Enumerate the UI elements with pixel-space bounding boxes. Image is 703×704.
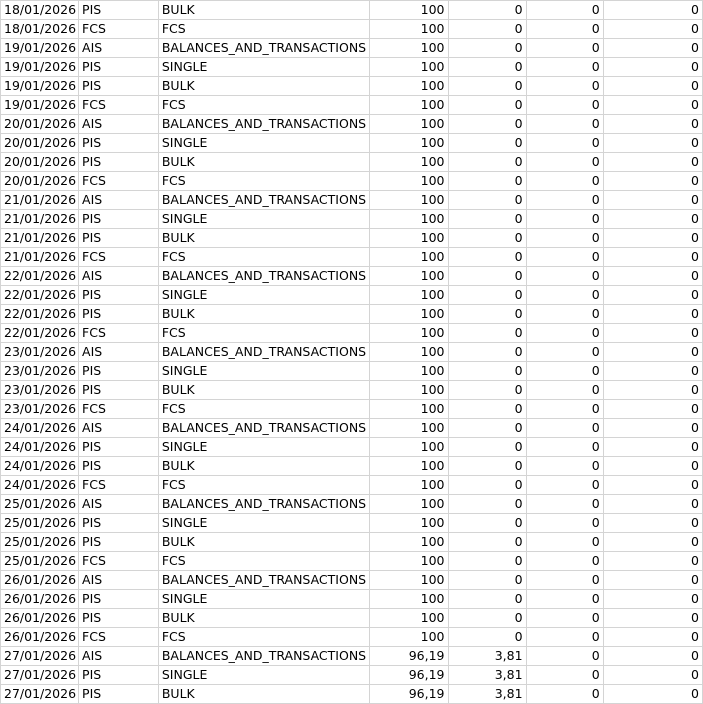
table-row: [1, 286, 703, 305]
value1-cell[interactable]: 100: [370, 343, 448, 362]
value2-cell[interactable]: 0: [448, 438, 526, 457]
service-cell[interactable]: FCS: [79, 96, 159, 115]
date-cell[interactable]: 24/01/2026: [1, 438, 79, 457]
value1-cell[interactable]: 100: [370, 77, 448, 96]
value2-cell[interactable]: 0: [448, 533, 526, 552]
value3-cell[interactable]: 0: [526, 400, 603, 419]
value4-cell[interactable]: 0: [603, 666, 702, 685]
date-cell[interactable]: 19/01/2026: [1, 58, 79, 77]
table-row: [1, 552, 703, 571]
value2-cell[interactable]: 0: [448, 210, 526, 229]
date-cell[interactable]: 23/01/2026: [1, 381, 79, 400]
value4-cell[interactable]: 0: [603, 476, 702, 495]
value4-cell[interactable]: 0: [603, 286, 702, 305]
value2-cell[interactable]: 0: [448, 267, 526, 286]
value3-cell[interactable]: 0: [526, 324, 603, 343]
value4-cell[interactable]: 0: [603, 438, 702, 457]
value4-cell[interactable]: 0: [603, 248, 702, 267]
value2-cell[interactable]: 0: [448, 590, 526, 609]
table-row: [1, 229, 703, 248]
value4-cell[interactable]: 0: [603, 96, 702, 115]
value1-cell[interactable]: 100: [370, 590, 448, 609]
date-cell[interactable]: 22/01/2026: [1, 286, 79, 305]
value2-cell[interactable]: 0: [448, 571, 526, 590]
date-cell[interactable]: 24/01/2026: [1, 419, 79, 438]
value1-cell[interactable]: 100: [370, 476, 448, 495]
type-cell[interactable]: BALANCES_AND_TRANSACTIONS: [158, 115, 369, 134]
value1-cell[interactable]: 100: [370, 571, 448, 590]
value1-cell[interactable]: 100: [370, 552, 448, 571]
value1-cell[interactable]: 100: [370, 533, 448, 552]
value3-cell[interactable]: 0: [526, 305, 603, 324]
table-row: [1, 647, 703, 666]
value2-cell[interactable]: 0: [448, 628, 526, 647]
service-cell[interactable]: PIS: [79, 286, 159, 305]
service-cell[interactable]: AIS: [79, 571, 159, 590]
value2-cell[interactable]: 0: [448, 134, 526, 153]
value3-cell[interactable]: 0: [526, 1, 603, 20]
type-cell[interactable]: FCS: [158, 20, 369, 39]
value1-cell[interactable]: 100: [370, 134, 448, 153]
value3-cell[interactable]: 0: [526, 647, 603, 666]
date-cell[interactable]: 20/01/2026: [1, 134, 79, 153]
value2-cell[interactable]: 0: [448, 514, 526, 533]
date-cell[interactable]: 23/01/2026: [1, 362, 79, 381]
value3-cell[interactable]: 0: [526, 153, 603, 172]
value2-cell[interactable]: 0: [448, 191, 526, 210]
table-row: [1, 134, 703, 153]
value2-cell[interactable]: 0: [448, 229, 526, 248]
value3-cell[interactable]: 0: [526, 39, 603, 58]
table-row: [1, 495, 703, 514]
value2-cell[interactable]: 0: [448, 96, 526, 115]
value1-cell[interactable]: 100: [370, 191, 448, 210]
service-cell[interactable]: AIS: [79, 495, 159, 514]
value1-cell[interactable]: 100: [370, 248, 448, 267]
value1-cell[interactable]: 96,19: [370, 685, 448, 704]
value1-cell[interactable]: 100: [370, 362, 448, 381]
value2-cell[interactable]: 3,81: [448, 685, 526, 704]
date-cell[interactable]: 21/01/2026: [1, 248, 79, 267]
value4-cell[interactable]: 0: [603, 381, 702, 400]
sheet-body: [1, 1, 703, 704]
value1-cell[interactable]: 100: [370, 324, 448, 343]
type-cell[interactable]: SINGLE: [158, 438, 369, 457]
table-row: [1, 39, 703, 58]
date-cell[interactable]: 23/01/2026: [1, 400, 79, 419]
value4-cell[interactable]: 0: [603, 229, 702, 248]
value2-cell[interactable]: 0: [448, 58, 526, 77]
service-cell[interactable]: PIS: [79, 210, 159, 229]
value4-cell[interactable]: 0: [603, 172, 702, 191]
type-cell[interactable]: BULK: [158, 609, 369, 628]
value4-cell[interactable]: 0: [603, 115, 702, 134]
type-cell[interactable]: BULK: [158, 381, 369, 400]
value2-cell[interactable]: 0: [448, 305, 526, 324]
value1-cell[interactable]: 100: [370, 286, 448, 305]
table-row: [1, 609, 703, 628]
date-cell[interactable]: 25/01/2026: [1, 552, 79, 571]
type-cell[interactable]: BALANCES_AND_TRANSACTIONS: [158, 571, 369, 590]
service-cell[interactable]: FCS: [79, 20, 159, 39]
type-cell[interactable]: SINGLE: [158, 58, 369, 77]
table-row: [1, 324, 703, 343]
type-cell[interactable]: FCS: [158, 628, 369, 647]
service-cell[interactable]: PIS: [79, 533, 159, 552]
value3-cell[interactable]: 0: [526, 172, 603, 191]
date-cell[interactable]: 23/01/2026: [1, 343, 79, 362]
value4-cell[interactable]: 0: [603, 267, 702, 286]
value3-cell[interactable]: 0: [526, 552, 603, 571]
service-cell[interactable]: PIS: [79, 438, 159, 457]
service-cell[interactable]: PIS: [79, 362, 159, 381]
value1-cell[interactable]: 100: [370, 514, 448, 533]
value3-cell[interactable]: 0: [526, 609, 603, 628]
value4-cell[interactable]: 0: [603, 20, 702, 39]
service-cell[interactable]: PIS: [79, 609, 159, 628]
table-row: [1, 438, 703, 457]
type-cell[interactable]: BULK: [158, 153, 369, 172]
value1-cell[interactable]: 100: [370, 1, 448, 20]
date-cell[interactable]: 26/01/2026: [1, 609, 79, 628]
type-cell[interactable]: BULK: [158, 457, 369, 476]
value2-cell[interactable]: 0: [448, 457, 526, 476]
date-cell[interactable]: 24/01/2026: [1, 476, 79, 495]
date-cell[interactable]: 25/01/2026: [1, 533, 79, 552]
service-cell[interactable]: AIS: [79, 115, 159, 134]
value2-cell[interactable]: 0: [448, 248, 526, 267]
type-cell[interactable]: SINGLE: [158, 666, 369, 685]
date-cell[interactable]: 18/01/2026: [1, 1, 79, 20]
service-cell[interactable]: PIS: [79, 514, 159, 533]
type-cell[interactable]: FCS: [158, 400, 369, 419]
value2-cell[interactable]: 0: [448, 1, 526, 20]
type-cell[interactable]: BALANCES_AND_TRANSACTIONS: [158, 343, 369, 362]
table-row: [1, 248, 703, 267]
service-cell[interactable]: FCS: [79, 248, 159, 267]
date-cell[interactable]: 19/01/2026: [1, 77, 79, 96]
value1-cell[interactable]: 100: [370, 96, 448, 115]
value3-cell[interactable]: 0: [526, 666, 603, 685]
value3-cell[interactable]: 0: [526, 134, 603, 153]
type-cell[interactable]: BALANCES_AND_TRANSACTIONS: [158, 419, 369, 438]
type-cell[interactable]: BULK: [158, 77, 369, 96]
date-cell[interactable]: 24/01/2026: [1, 457, 79, 476]
value3-cell[interactable]: 0: [526, 571, 603, 590]
value3-cell[interactable]: 0: [526, 210, 603, 229]
table-row: [1, 191, 703, 210]
table-row: [1, 172, 703, 191]
date-cell[interactable]: 22/01/2026: [1, 305, 79, 324]
type-cell[interactable]: BULK: [158, 685, 369, 704]
value4-cell[interactable]: 0: [603, 400, 702, 419]
table-row: [1, 96, 703, 115]
type-cell[interactable]: BALANCES_AND_TRANSACTIONS: [158, 39, 369, 58]
type-cell[interactable]: SINGLE: [158, 286, 369, 305]
service-cell[interactable]: AIS: [79, 647, 159, 666]
type-cell[interactable]: FCS: [158, 476, 369, 495]
table-row: [1, 362, 703, 381]
value2-cell[interactable]: 3,81: [448, 647, 526, 666]
service-cell[interactable]: PIS: [79, 77, 159, 96]
date-cell[interactable]: 22/01/2026: [1, 267, 79, 286]
date-cell[interactable]: 20/01/2026: [1, 172, 79, 191]
table-row: [1, 58, 703, 77]
value2-cell[interactable]: 0: [448, 609, 526, 628]
date-cell[interactable]: 25/01/2026: [1, 495, 79, 514]
value4-cell[interactable]: 0: [603, 457, 702, 476]
service-cell[interactable]: PIS: [79, 134, 159, 153]
table-row: [1, 400, 703, 419]
value4-cell[interactable]: 0: [603, 533, 702, 552]
type-cell[interactable]: BALANCES_AND_TRANSACTIONS: [158, 647, 369, 666]
value1-cell[interactable]: 96,19: [370, 647, 448, 666]
service-cell[interactable]: PIS: [79, 457, 159, 476]
value2-cell[interactable]: 0: [448, 20, 526, 39]
value4-cell[interactable]: 0: [603, 1, 702, 20]
value4-cell[interactable]: 0: [603, 305, 702, 324]
table-row: [1, 343, 703, 362]
value1-cell[interactable]: 100: [370, 305, 448, 324]
value3-cell[interactable]: 0: [526, 96, 603, 115]
value3-cell[interactable]: 0: [526, 590, 603, 609]
type-cell[interactable]: SINGLE: [158, 514, 369, 533]
service-cell[interactable]: AIS: [79, 343, 159, 362]
date-cell[interactable]: 21/01/2026: [1, 191, 79, 210]
value3-cell[interactable]: 0: [526, 533, 603, 552]
type-cell[interactable]: BULK: [158, 533, 369, 552]
table-row: [1, 419, 703, 438]
value4-cell[interactable]: 0: [603, 495, 702, 514]
value4-cell[interactable]: 0: [603, 153, 702, 172]
type-cell[interactable]: BALANCES_AND_TRANSACTIONS: [158, 495, 369, 514]
value3-cell[interactable]: 0: [526, 191, 603, 210]
value3-cell[interactable]: 0: [526, 495, 603, 514]
value1-cell[interactable]: 100: [370, 153, 448, 172]
value3-cell[interactable]: 0: [526, 58, 603, 77]
value1-cell[interactable]: 100: [370, 39, 448, 58]
value1-cell[interactable]: 96,19: [370, 666, 448, 685]
value2-cell[interactable]: 0: [448, 552, 526, 571]
type-cell[interactable]: FCS: [158, 324, 369, 343]
date-cell[interactable]: 19/01/2026: [1, 96, 79, 115]
service-cell[interactable]: PIS: [79, 381, 159, 400]
value1-cell[interactable]: 100: [370, 210, 448, 229]
date-cell[interactable]: 20/01/2026: [1, 153, 79, 172]
table-row: [1, 533, 703, 552]
value1-cell[interactable]: 100: [370, 267, 448, 286]
service-cell[interactable]: AIS: [79, 39, 159, 58]
value2-cell[interactable]: 0: [448, 362, 526, 381]
date-cell[interactable]: 27/01/2026: [1, 647, 79, 666]
service-cell[interactable]: PIS: [79, 305, 159, 324]
table-row: [1, 628, 703, 647]
value2-cell[interactable]: 0: [448, 400, 526, 419]
date-cell[interactable]: 19/01/2026: [1, 39, 79, 58]
table-row: [1, 77, 703, 96]
value1-cell[interactable]: 100: [370, 609, 448, 628]
type-cell[interactable]: BULK: [158, 305, 369, 324]
value4-cell[interactable]: 0: [603, 58, 702, 77]
type-cell[interactable]: SINGLE: [158, 210, 369, 229]
type-cell[interactable]: FCS: [158, 96, 369, 115]
service-cell[interactable]: PIS: [79, 666, 159, 685]
value1-cell[interactable]: 100: [370, 229, 448, 248]
type-cell[interactable]: FCS: [158, 172, 369, 191]
table-row: [1, 210, 703, 229]
table-row: [1, 305, 703, 324]
type-cell[interactable]: BULK: [158, 1, 369, 20]
value3-cell[interactable]: 0: [526, 381, 603, 400]
service-cell[interactable]: PIS: [79, 1, 159, 20]
service-cell[interactable]: AIS: [79, 419, 159, 438]
value4-cell[interactable]: 0: [603, 343, 702, 362]
service-cell[interactable]: FCS: [79, 172, 159, 191]
value4-cell[interactable]: 0: [603, 514, 702, 533]
table-row: [1, 20, 703, 39]
service-cell[interactable]: PIS: [79, 590, 159, 609]
value2-cell[interactable]: 0: [448, 286, 526, 305]
value2-cell[interactable]: 0: [448, 495, 526, 514]
table-row: [1, 571, 703, 590]
value2-cell[interactable]: 0: [448, 172, 526, 191]
date-cell[interactable]: 26/01/2026: [1, 628, 79, 647]
date-cell[interactable]: 22/01/2026: [1, 324, 79, 343]
table-row: [1, 267, 703, 286]
value4-cell[interactable]: 0: [603, 571, 702, 590]
value1-cell[interactable]: 100: [370, 400, 448, 419]
value4-cell[interactable]: 0: [603, 609, 702, 628]
service-cell[interactable]: FCS: [79, 552, 159, 571]
table-row: [1, 153, 703, 172]
type-cell[interactable]: SINGLE: [158, 590, 369, 609]
date-cell[interactable]: 26/01/2026: [1, 571, 79, 590]
value3-cell[interactable]: 0: [526, 77, 603, 96]
value3-cell[interactable]: 0: [526, 267, 603, 286]
value2-cell[interactable]: 0: [448, 324, 526, 343]
type-cell[interactable]: BULK: [158, 229, 369, 248]
value2-cell[interactable]: 0: [448, 419, 526, 438]
date-cell[interactable]: 26/01/2026: [1, 590, 79, 609]
service-cell[interactable]: FCS: [79, 400, 159, 419]
type-cell[interactable]: FCS: [158, 552, 369, 571]
value4-cell[interactable]: 0: [603, 210, 702, 229]
value3-cell[interactable]: 0: [526, 115, 603, 134]
value2-cell[interactable]: 0: [448, 343, 526, 362]
table-row: [1, 685, 703, 704]
value2-cell[interactable]: 0: [448, 153, 526, 172]
value2-cell[interactable]: 0: [448, 77, 526, 96]
table-row: [1, 1, 703, 20]
table-row: [1, 381, 703, 400]
service-cell[interactable]: AIS: [79, 267, 159, 286]
date-cell[interactable]: 25/01/2026: [1, 514, 79, 533]
value1-cell[interactable]: 100: [370, 438, 448, 457]
date-cell[interactable]: 20/01/2026: [1, 115, 79, 134]
value3-cell[interactable]: 0: [526, 476, 603, 495]
value4-cell[interactable]: 0: [603, 590, 702, 609]
value3-cell[interactable]: 0: [526, 419, 603, 438]
date-cell[interactable]: 18/01/2026: [1, 20, 79, 39]
value3-cell[interactable]: 0: [526, 229, 603, 248]
date-cell[interactable]: 21/01/2026: [1, 210, 79, 229]
value4-cell[interactable]: 0: [603, 39, 702, 58]
value2-cell[interactable]: 0: [448, 476, 526, 495]
type-cell[interactable]: SINGLE: [158, 362, 369, 381]
value1-cell[interactable]: 100: [370, 381, 448, 400]
value1-cell[interactable]: 100: [370, 58, 448, 77]
value2-cell[interactable]: 0: [448, 381, 526, 400]
value4-cell[interactable]: 0: [603, 552, 702, 571]
service-cell[interactable]: PIS: [79, 153, 159, 172]
value2-cell[interactable]: 0: [448, 115, 526, 134]
service-cell[interactable]: FCS: [79, 476, 159, 495]
value4-cell[interactable]: 0: [603, 362, 702, 381]
value4-cell[interactable]: 0: [603, 647, 702, 666]
value3-cell[interactable]: 0: [526, 362, 603, 381]
value3-cell[interactable]: 0: [526, 514, 603, 533]
value3-cell[interactable]: 0: [526, 286, 603, 305]
value3-cell[interactable]: 0: [526, 685, 603, 704]
service-cell[interactable]: PIS: [79, 685, 159, 704]
value1-cell[interactable]: 100: [370, 628, 448, 647]
service-cell[interactable]: PIS: [79, 58, 159, 77]
value4-cell[interactable]: 0: [603, 324, 702, 343]
type-cell[interactable]: BALANCES_AND_TRANSACTIONS: [158, 267, 369, 286]
table-row: [1, 666, 703, 685]
value4-cell[interactable]: 0: [603, 419, 702, 438]
table-row: [1, 590, 703, 609]
date-cell[interactable]: 27/01/2026: [1, 685, 79, 704]
value4-cell[interactable]: 0: [603, 191, 702, 210]
value3-cell[interactable]: 0: [526, 457, 603, 476]
type-cell[interactable]: SINGLE: [158, 134, 369, 153]
value1-cell[interactable]: 100: [370, 172, 448, 191]
service-cell[interactable]: FCS: [79, 324, 159, 343]
value4-cell[interactable]: 0: [603, 628, 702, 647]
service-cell[interactable]: AIS: [79, 191, 159, 210]
table-row: [1, 476, 703, 495]
value3-cell[interactable]: 0: [526, 343, 603, 362]
type-cell[interactable]: BALANCES_AND_TRANSACTIONS: [158, 191, 369, 210]
date-cell[interactable]: 21/01/2026: [1, 229, 79, 248]
value1-cell[interactable]: 100: [370, 419, 448, 438]
value2-cell[interactable]: 0: [448, 39, 526, 58]
value3-cell[interactable]: 0: [526, 248, 603, 267]
value4-cell[interactable]: 0: [603, 685, 702, 704]
value3-cell[interactable]: 0: [526, 20, 603, 39]
value2-cell[interactable]: 3,81: [448, 666, 526, 685]
date-cell[interactable]: 27/01/2026: [1, 666, 79, 685]
table-row: [1, 115, 703, 134]
value1-cell[interactable]: 100: [370, 457, 448, 476]
value3-cell[interactable]: 0: [526, 628, 603, 647]
value4-cell[interactable]: 0: [603, 77, 702, 96]
table-row: [1, 457, 703, 476]
value4-cell[interactable]: 0: [603, 134, 702, 153]
service-cell[interactable]: FCS: [79, 628, 159, 647]
type-cell[interactable]: FCS: [158, 248, 369, 267]
service-cell[interactable]: PIS: [79, 229, 159, 248]
value1-cell[interactable]: 100: [370, 20, 448, 39]
value1-cell[interactable]: 100: [370, 495, 448, 514]
table-row: [1, 514, 703, 533]
value3-cell[interactable]: 0: [526, 438, 603, 457]
value1-cell[interactable]: 100: [370, 115, 448, 134]
